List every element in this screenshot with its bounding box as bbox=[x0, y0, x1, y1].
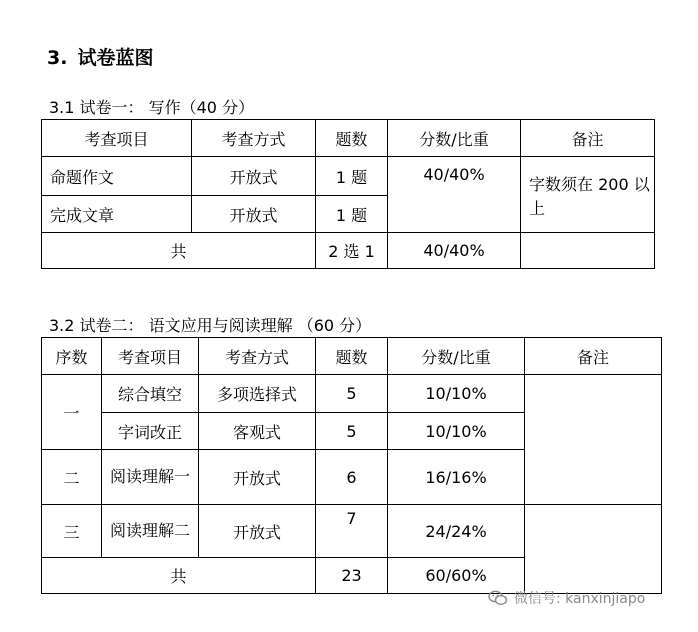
p2-row3-method: 开放式 bbox=[199, 450, 316, 505]
p1-total-score: 40/40% bbox=[388, 233, 521, 269]
p2-row2-method: 客观式 bbox=[199, 413, 316, 450]
p2-row4-count: 7 bbox=[316, 505, 388, 558]
wechat-icon bbox=[488, 590, 508, 606]
p2-header-item: 考查项目 bbox=[102, 338, 199, 375]
p2-header-count: 题数 bbox=[316, 338, 388, 375]
p2-row3-score: 16/16% bbox=[388, 450, 525, 505]
p1-score: 40/40% bbox=[388, 157, 521, 233]
p1-row2-item: 完成文章 bbox=[42, 196, 192, 233]
p2-row4-item: 阅读理解二 bbox=[102, 505, 199, 558]
p1-total-count: 2 选 1 bbox=[316, 233, 388, 269]
p1-header-item: 考查项目 bbox=[42, 120, 192, 157]
p1-note: 字数须在 200 以上 bbox=[521, 157, 655, 233]
p1-header-note: 备注 bbox=[521, 120, 655, 157]
section-heading bbox=[47, 43, 153, 70]
p2-row3-count: 6 bbox=[316, 450, 388, 505]
p1-row2-count: 1 题 bbox=[316, 196, 388, 233]
p1-total-label: 共 bbox=[42, 233, 316, 269]
p2-row1-method: 多项选择式 bbox=[199, 375, 316, 413]
paper1-table bbox=[41, 119, 655, 269]
p1-header-score: 分数/比重 bbox=[388, 120, 521, 157]
p2-row1-no: 一 bbox=[42, 375, 102, 450]
p2-row3-item: 阅读理解一 bbox=[102, 450, 199, 505]
p2-row3-no: 二 bbox=[42, 450, 102, 505]
p2-row4-score: 24/24% bbox=[388, 505, 525, 558]
p1-row1-item: 命题作文 bbox=[42, 157, 192, 196]
section-number: 3. bbox=[47, 47, 68, 69]
p2-note-top bbox=[525, 375, 662, 505]
p2-header-score: 分数/比重 bbox=[388, 338, 525, 375]
wechat-watermark bbox=[488, 588, 645, 608]
paper2-title: 3.2 试卷二： 语文应用与阅读理解 （60 分） bbox=[49, 316, 372, 335]
p1-row1-count: 1 题 bbox=[316, 157, 388, 196]
p2-row4-method: 开放式 bbox=[199, 505, 316, 558]
watermark-text: 微信号: kanxinjiapo bbox=[514, 591, 646, 607]
p2-row2-item: 字词改正 bbox=[102, 413, 199, 450]
p1-row1-method: 开放式 bbox=[192, 157, 316, 196]
p2-header-note: 备注 bbox=[525, 338, 662, 375]
p1-header-method: 考查方式 bbox=[192, 120, 316, 157]
p2-row2-score: 10/10% bbox=[388, 413, 525, 450]
p2-row2-count: 5 bbox=[316, 413, 388, 450]
paper2-table bbox=[41, 337, 662, 594]
p2-row4-no: 三 bbox=[42, 505, 102, 558]
p1-total-note bbox=[521, 233, 655, 269]
p1-header-count: 题数 bbox=[316, 120, 388, 157]
p2-row1-item: 综合填空 bbox=[102, 375, 199, 413]
p2-header-no: 序数 bbox=[42, 338, 102, 375]
p1-row2-method: 开放式 bbox=[192, 196, 316, 233]
section-title: 试卷蓝图 bbox=[77, 47, 154, 69]
p2-total-label: 共 bbox=[42, 558, 316, 594]
p2-total-count: 23 bbox=[316, 558, 388, 594]
p2-total-score: 60/60% bbox=[388, 558, 525, 594]
p2-note-bottom bbox=[525, 505, 662, 594]
p2-row1-count: 5 bbox=[316, 375, 388, 413]
p2-row1-score: 10/10% bbox=[388, 375, 525, 413]
p2-header-method: 考查方式 bbox=[199, 338, 316, 375]
paper1-title: 3.1 试卷一： 写作（40 分） bbox=[49, 98, 255, 117]
